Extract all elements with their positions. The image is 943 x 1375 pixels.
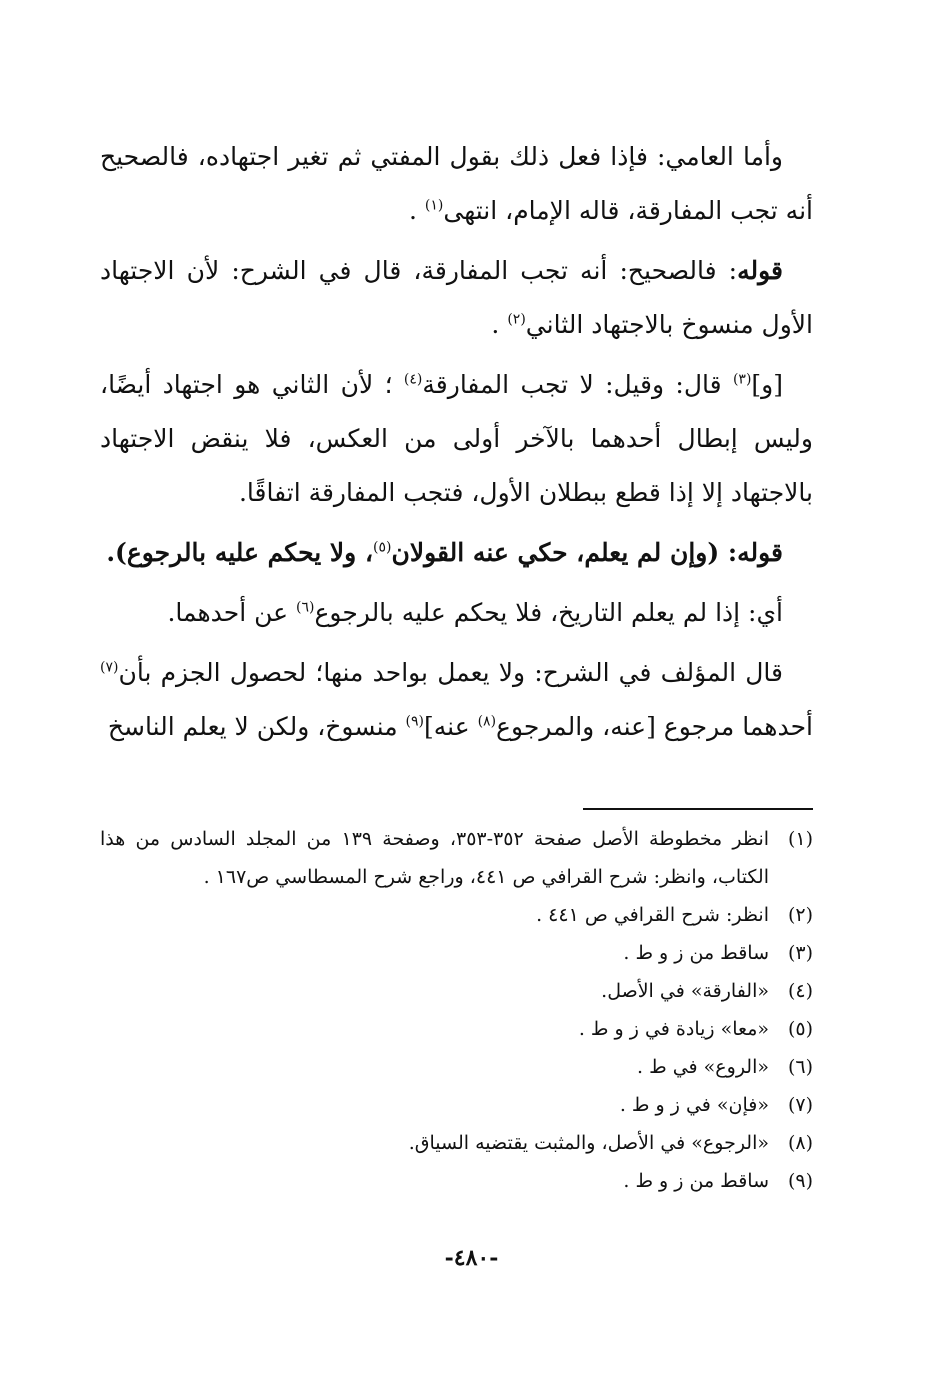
paragraph-3 <box>100 358 813 520</box>
footnote-item <box>100 972 813 1010</box>
footnote-text: انظر مخطوطة الأصل صفحة ٣٥٢-٣٥٣، وصفحة ١٣٩ من المجلد السادس من هذا الكتاب، وانظر: شرح القرافي ص ٤٤١، وراجع شرح المسطاسي ص١٦٧ . <box>100 828 770 888</box>
footnote-item <box>100 1162 813 1200</box>
footnote-item <box>100 820 813 896</box>
paragraph-1 <box>100 130 813 238</box>
footnote-ref-1[interactable]: (١) <box>424 197 444 214</box>
footnote-number: (٨) <box>787 1132 813 1154</box>
footnote-ref-5[interactable]: (٥) <box>373 539 392 556</box>
footnote-ref-3[interactable]: (٣) <box>732 371 752 388</box>
footnote-ref-4[interactable]: (٤) <box>403 371 423 388</box>
paragraph-3-open: [و] <box>751 370 784 399</box>
paragraph-5-text-a: أي: إذا لم يعلم التاريخ، فلا يحكم عليه بالرجوع <box>314 598 783 627</box>
paragraph-5 <box>100 586 813 640</box>
paragraph-4 <box>100 526 813 580</box>
footnotes <box>100 820 813 1200</box>
paragraph-6-text-b: أحدهما مرجوع [عنه، والمرجوع <box>496 712 813 741</box>
footnote-number: (٥) <box>787 1018 813 1040</box>
paragraph-2-end: . <box>491 310 508 339</box>
paragraph-3-text-b: ؛ لأن الثاني هو اجتهاد أيضًا، وليس إبطال أحدهما بالآخر أولى من العكس، فلا ينقض الاجتهاد بالاجتهاد إلا إذا قطع ببطلان الأول، فتجب المفارقة اتفاقًا. <box>100 370 813 507</box>
footnote-ref-7[interactable]: (٧) <box>100 659 119 676</box>
footnote-ref-8[interactable]: (٨) <box>477 713 497 730</box>
page-number: -٤٨٠- <box>444 1245 499 1271</box>
paragraph-5-text-b: عن أحدهما. <box>167 598 297 627</box>
main-text <box>100 130 813 760</box>
paragraph-6 <box>100 646 813 754</box>
footnote-item <box>100 1124 813 1162</box>
footnote-text: «الفارقة» في الأصل. <box>601 980 769 1002</box>
paragraph-1-end: . <box>409 196 425 225</box>
footnote-item <box>100 934 813 972</box>
qawluhu-label: قوله <box>737 256 783 285</box>
footnote-item <box>100 1086 813 1124</box>
paragraph-6-text-a: قال المؤلف في الشرح: ولا يعمل بواحد منها؛ لحصول الجزم بأن <box>118 658 783 687</box>
footnote-ref-2[interactable]: (٢) <box>507 311 526 328</box>
paragraph-2 <box>100 244 813 352</box>
footnote-ref-6[interactable]: (٦) <box>296 599 315 616</box>
footnote-number: (٦) <box>787 1056 813 1078</box>
footnote-text: انظر: شرح القرافي ص ٤٤١ . <box>536 904 769 926</box>
paragraph-6-text-c: عنه] <box>424 712 478 741</box>
footnote-separator <box>583 808 813 810</box>
footnote-number: (٣) <box>787 942 813 964</box>
qawluhu-label: قوله <box>737 538 783 567</box>
footnote-text: «معا» زيادة في ز و ط . <box>578 1018 769 1040</box>
footnote-number: (٤) <box>787 980 813 1002</box>
paragraph-4-text-b: ، ولا يحكم عليه بالرجوع). <box>106 538 374 567</box>
footnote-number: (٩) <box>787 1170 813 1192</box>
footnote-item <box>100 1048 813 1086</box>
footnote-text: ساقط من ز و ط . <box>623 1170 769 1192</box>
paragraph-1-text: وأما العامي: فإذا فعل ذلك بقول المفتي ثم تغير اجتهاده، فالصحيح أنه تجب المفارقة، قاله الإمام، انتهى <box>100 142 813 225</box>
footnote-text: ساقط من ز و ط . <box>623 942 769 964</box>
paragraph-6-text-d: منسوخ، ولكن لا يعلم الناسخ <box>107 712 406 741</box>
footnote-number: (٢) <box>787 904 813 926</box>
footnote-number: (٧) <box>787 1094 813 1116</box>
footnote-item <box>100 896 813 934</box>
footnote-number: (١) <box>787 828 813 850</box>
footnote-ref-9[interactable]: (٩) <box>405 713 424 730</box>
paragraph-4-text-a: : (وإن لم يعلم، حكي عنه القولان <box>391 538 738 567</box>
footnote-text: «الروع» في ط . <box>637 1056 769 1078</box>
footnote-text: «الرجوع» في الأصل، والمثبت يقتضيه السياق. <box>408 1132 769 1154</box>
footnote-text: «فإن» في ز و ط . <box>619 1094 769 1116</box>
footnote-item <box>100 1010 813 1048</box>
paragraph-3-text-a: قال: وقيل: لا تجب المفارقة <box>422 370 733 399</box>
paragraph-2-text: : فالصحيح: أنه تجب المفارقة، قال في الشرح: لأن الاجتهاد الأول منسوخ بالاجتهاد الثاني <box>100 256 813 339</box>
